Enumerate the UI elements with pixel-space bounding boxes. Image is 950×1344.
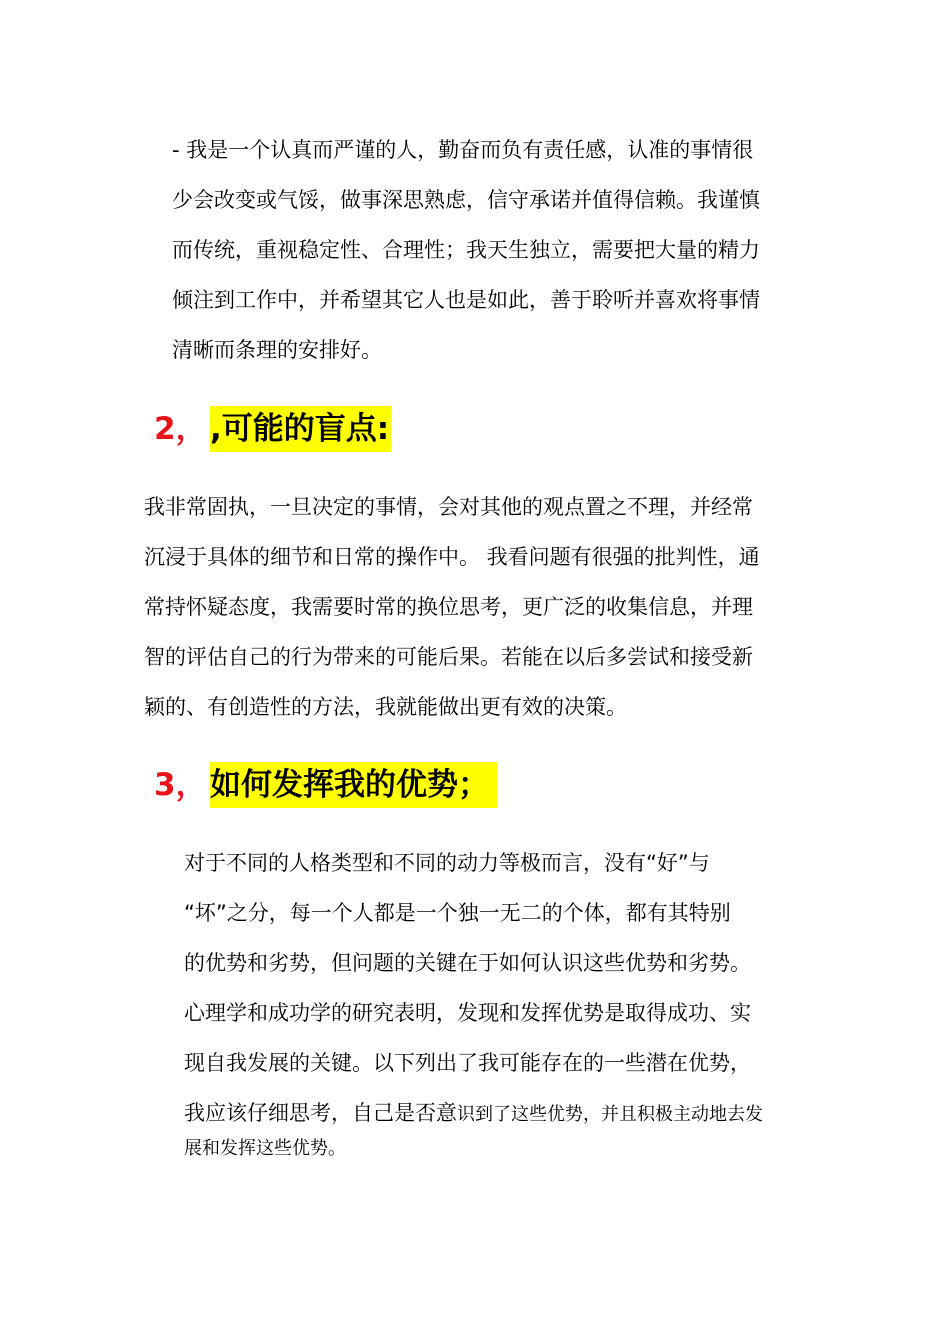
paragraph-line: 现自我发展的关键。以下列出了我可能存在的一些潜在优势， bbox=[184, 1051, 751, 1075]
section-heading-blind-spots bbox=[154, 406, 554, 452]
paragraph-line bbox=[184, 1098, 763, 1130]
paragraph-line: 展和发挥这些优势。 bbox=[184, 1138, 346, 1159]
paragraph-text-small: 识到了这些优势，并且积极主动地去发 bbox=[457, 1104, 763, 1125]
paragraph-line: 常持怀疑态度，我需要时常的换位思考，更广泛的收集信息，并理 bbox=[144, 595, 753, 619]
paragraph-line: - 我是一个认真而严谨的人，勤奋而负有责任感，认准的事情很 bbox=[172, 138, 754, 162]
paragraph-line: 智的评估自己的行为带来的可能后果。若能在以后多尝试和接受新 bbox=[144, 645, 753, 669]
section-title: 如何发挥我的优势； bbox=[210, 762, 497, 808]
paragraph-line: 心理学和成功学的研究表明，发现和发挥优势是取得成功、实 bbox=[184, 1001, 751, 1025]
paragraph-line: 对于不同的人格类型和不同的动力等极而言，没有“好”与 bbox=[184, 851, 710, 875]
paragraph-line: 颖的、有创造性的方法，我就能做出更有效的决策。 bbox=[144, 695, 627, 719]
section-heading-strengths bbox=[154, 762, 554, 808]
paragraph-line: 而传统，重视稳定性、合理性；我天生独立，需要把大量的精力 bbox=[172, 238, 760, 262]
paragraph-line: 倾注到工作中，并希望其它人也是如此，善于聆听并喜欢将事情 bbox=[172, 288, 760, 312]
paragraph-line: 的优势和劣势，但问题的关键在于如何认识这些优势和劣势。 bbox=[184, 951, 751, 975]
section-number: 2， bbox=[154, 411, 207, 447]
paragraph-text: 我应该仔细思考，自己是否意 bbox=[184, 1101, 457, 1125]
paragraph-line: 少会改变或气馁，做事深思熟虑，信守承诺并值得信赖。我谨慎 bbox=[172, 188, 760, 212]
paragraph-line: 沉浸于具体的细节和日常的操作中。 我看问题有很强的批判性，通 bbox=[144, 545, 760, 569]
paragraph-line: “坏”之分，每一个人都是一个独一无二的个体，都有其特别 bbox=[184, 901, 731, 925]
paragraph-line: 我非常固执，一旦决定的事情，会对其他的观点置之不理，并经常 bbox=[144, 495, 753, 519]
paragraph-line: 清晰而条理的安排好。 bbox=[172, 338, 382, 362]
section-number: 3， bbox=[154, 767, 207, 803]
section-title: ,可能的盲点: bbox=[210, 406, 391, 452]
